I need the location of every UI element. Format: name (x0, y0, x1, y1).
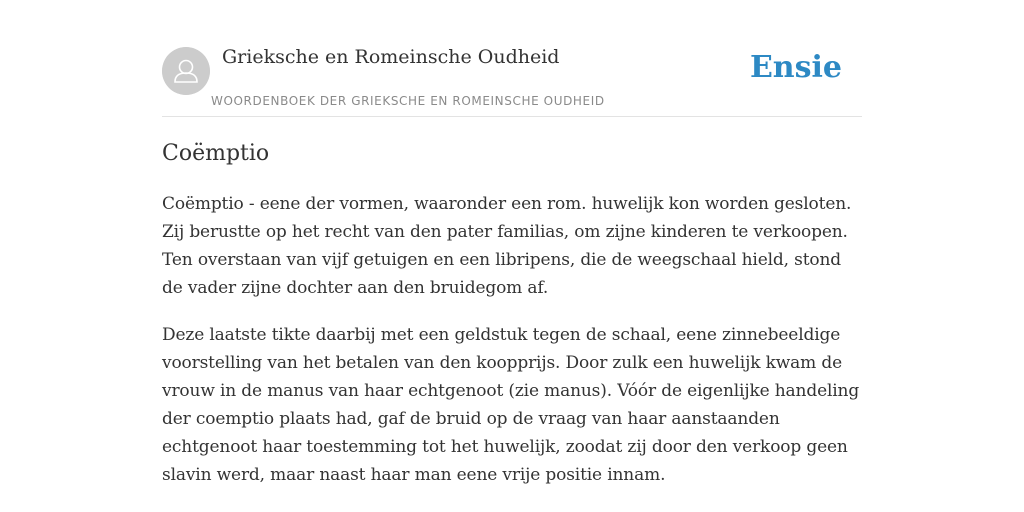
ensie-logo[interactable]: Ensie (749, 50, 842, 85)
article-paragraph-2: Deze laatste tikte daarbij met een geldstuk tegen de schaal, eene zinnebeeldige voorstelling van het betalen van den koopprijs. Door zulk een huwelijk kwam de vrouw in de manus van haar echtgenoot (zie manus). Vóór de eigenlijke handeling der coemptio plaats had, gaf de bruid op de vraag van haar aanstaanden echtgenoot haar toestemming tot het huwelijk, zoodat zij door den verkoop geen slavin werd, maar naast haar man eene vrije positie innam. (162, 325, 860, 485)
source-subtitle: WOORDENBOEK DER GRIEKSCHE EN ROMEINSCHE OUDHEID (211, 94, 605, 108)
article (162, 138, 862, 508)
article-title: Coëmptio (162, 141, 270, 166)
article-paragraph-1: Coëmptio - eene der vormen, waaronder een rom. huwelijk kon worden gesloten. Zij berustte op het recht van den pater familias, om zijne kinderen te verkoopen. Ten overstaan van vijf getuigen en een libripens, die de weegschaal hield, stond de vader zijne dochter aan den bruidegom af. (162, 194, 852, 298)
source-header (162, 44, 862, 117)
source-title[interactable]: Grieksche en Romeinsche Oudheid (222, 46, 560, 68)
user-avatar-icon[interactable] (162, 47, 210, 95)
